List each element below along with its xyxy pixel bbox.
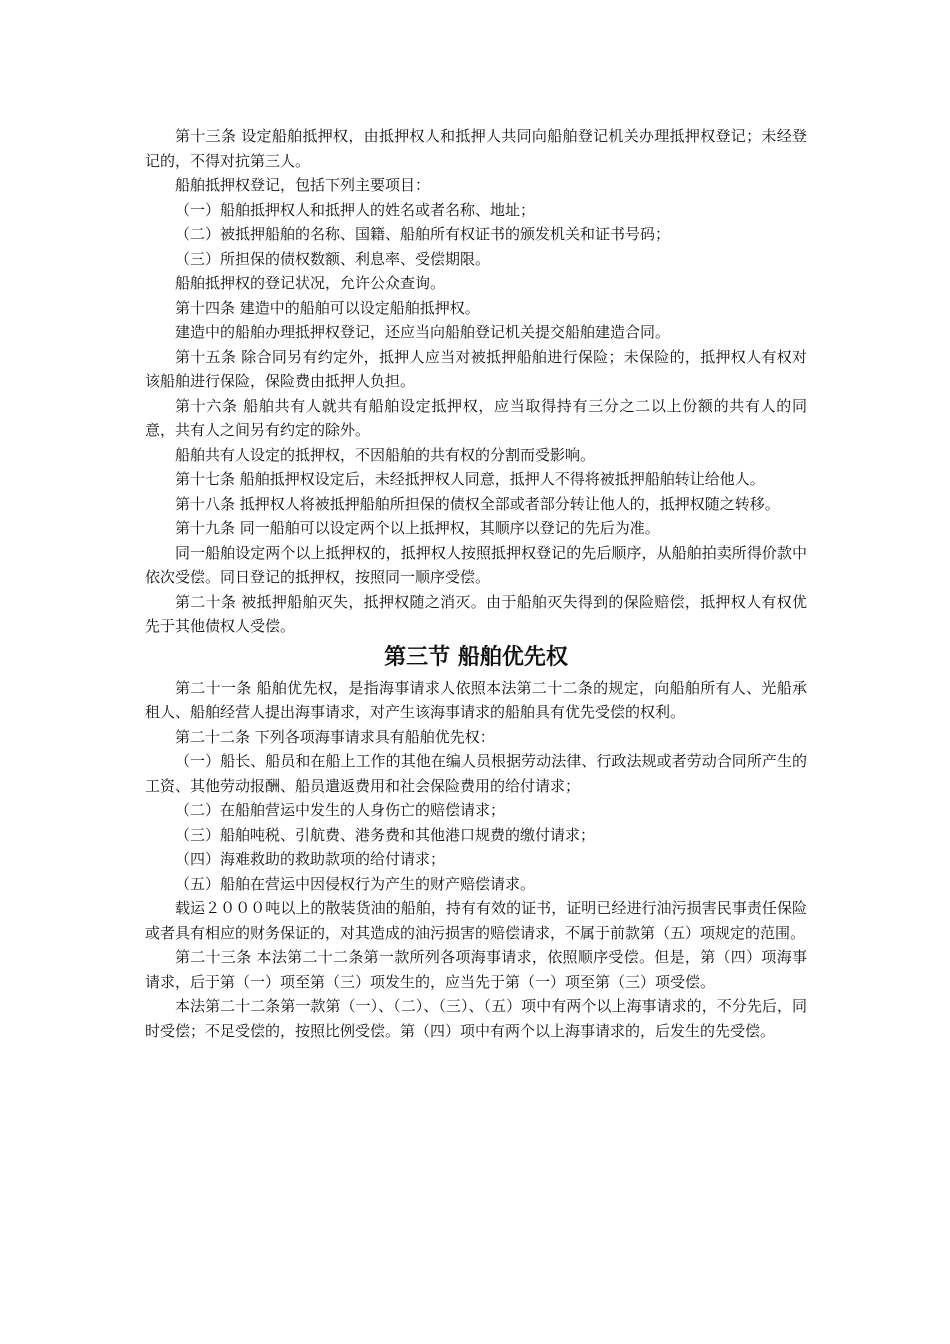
paragraph: 第二十一条 船舶优先权，是指海事请求人依照本法第二十二条的规定，向船舶所有人、光船承租人、船舶经营人提出海事请求，对产生该海事请求的船舶具有优先受偿的权利。 <box>145 678 807 721</box>
paragraph: 第十三条 设定船舶抵押权，由抵押权人和抵押人共同向船舶登记机关办理抵押权登记；未经登记的，不得对抗第三人。 <box>145 127 807 170</box>
paragraph: （三）所担保的债权数额、利息率、受偿期限。 <box>175 249 491 268</box>
section-heading: 第三节 船舶优先权 <box>384 644 568 670</box>
paragraph: 船舶抵押权登记，包括下列主要项目： <box>175 176 431 194</box>
paragraph: （二）在船舶营运中发生的人身伤亡的赔偿请求； <box>175 801 506 819</box>
paragraph: 船舶抵押权的登记状况，允许公众查询。 <box>175 274 446 292</box>
paragraph: （二）被抵押船舶的名称、国籍、船舶所有权证书的颁发机关和证书号码； <box>175 225 671 243</box>
paragraph: 第十五条 除合同另有约定外，抵押人应当对被抵押船舶进行保险；未保险的，抵押权人有权对该船舶进行保险，保险费由抵押人负担。 <box>145 347 807 390</box>
paragraph: 第十六条 船舶共有人就共有船舶设定抵押权，应当取得持有三分之二以上份额的共有人的同意，共有人之间另有约定的除外。 <box>145 396 807 439</box>
paragraph: 第二十二条 下列各项海事请求具有船舶优先权： <box>175 727 495 746</box>
paragraph: 同一船舶设定两个以上抵押权的，抵押权人按照抵押权登记的先后顺序，从船舶拍卖所得价款中依次受偿。同日登记的抵押权，按照同一顺序受偿。 <box>145 543 807 586</box>
paragraph: 建造中的船舶办理抵押权登记，还应当向船舶登记机关提交船舶建造合同。 <box>175 323 671 341</box>
paragraph: 第十四条 建造中的船舶可以设定船舶抵押权。 <box>175 298 480 317</box>
document-page <box>145 124 807 1043</box>
paragraph: （五）船舶在营运中因侵权行为产生的财产赔偿请求。 <box>175 874 536 893</box>
paragraph: 本法第二十二条第一款第（一）、（二）、（三）、（五）项中有两个以上海事请求的，不分先后，同时受偿；不足受偿的，按照比例受偿。第（四）项中有两个以上海事请求的，后发生的先受偿。 <box>145 997 807 1040</box>
paragraph: 载运２０００吨以上的散装货油的船舶，持有有效的证书，证明已经进行油污损害民事责任保险或者具有相应的财务保证的，对其造成的油污损害的赔偿请求，不属于前款第（五）项规定的范围。 <box>145 899 807 942</box>
paragraph: （三）船舶吨税、引航费、港务费和其他港口规费的缴付请求； <box>175 825 596 844</box>
paragraph: 船舶共有人设定的抵押权，不因船舶的共有权的分割而受影响。 <box>175 445 596 464</box>
paragraph: 第十七条 船舶抵押权设定后，未经抵押权人同意，抵押人不得将被抵押船舶转让给他人。 <box>175 470 765 488</box>
paragraph: （一）船舶抵押权人和抵押人的姓名或者名称、地址； <box>175 200 536 219</box>
paragraph: （四）海难救助的救助款项的给付请求； <box>175 850 446 868</box>
paragraph: 第十九条 同一船舶可以设定两个以上抵押权，其顺序以登记的先后为准。 <box>175 519 660 537</box>
paragraph: 第二十三条 本法第二十二条第一款所列各项海事请求，依照顺序受偿。但是，第（四）项海事请求，后于第（一）项至第（三）项发生的，应当先于第（一）项至第（三）项受偿。 <box>145 948 807 991</box>
paragraph: 第二十条 被抵押船舶灭失，抵押权随之消灭。由于船舶灭失得到的保险赔偿，抵押权人有权优先于其他债权人受偿。 <box>145 592 807 635</box>
paragraph: （一）船长、船员和在船上工作的其他在编人员根据劳动法律、行政法规或者劳动合同所产生的工资、其他劳动报酬、船员遣返费用和社会保险费用的给付请求； <box>145 752 807 795</box>
paragraph: 第十八条 抵押权人将被抵押船舶所担保的债权全部或者部分转让他人的，抵押权随之转移。 <box>175 494 780 513</box>
